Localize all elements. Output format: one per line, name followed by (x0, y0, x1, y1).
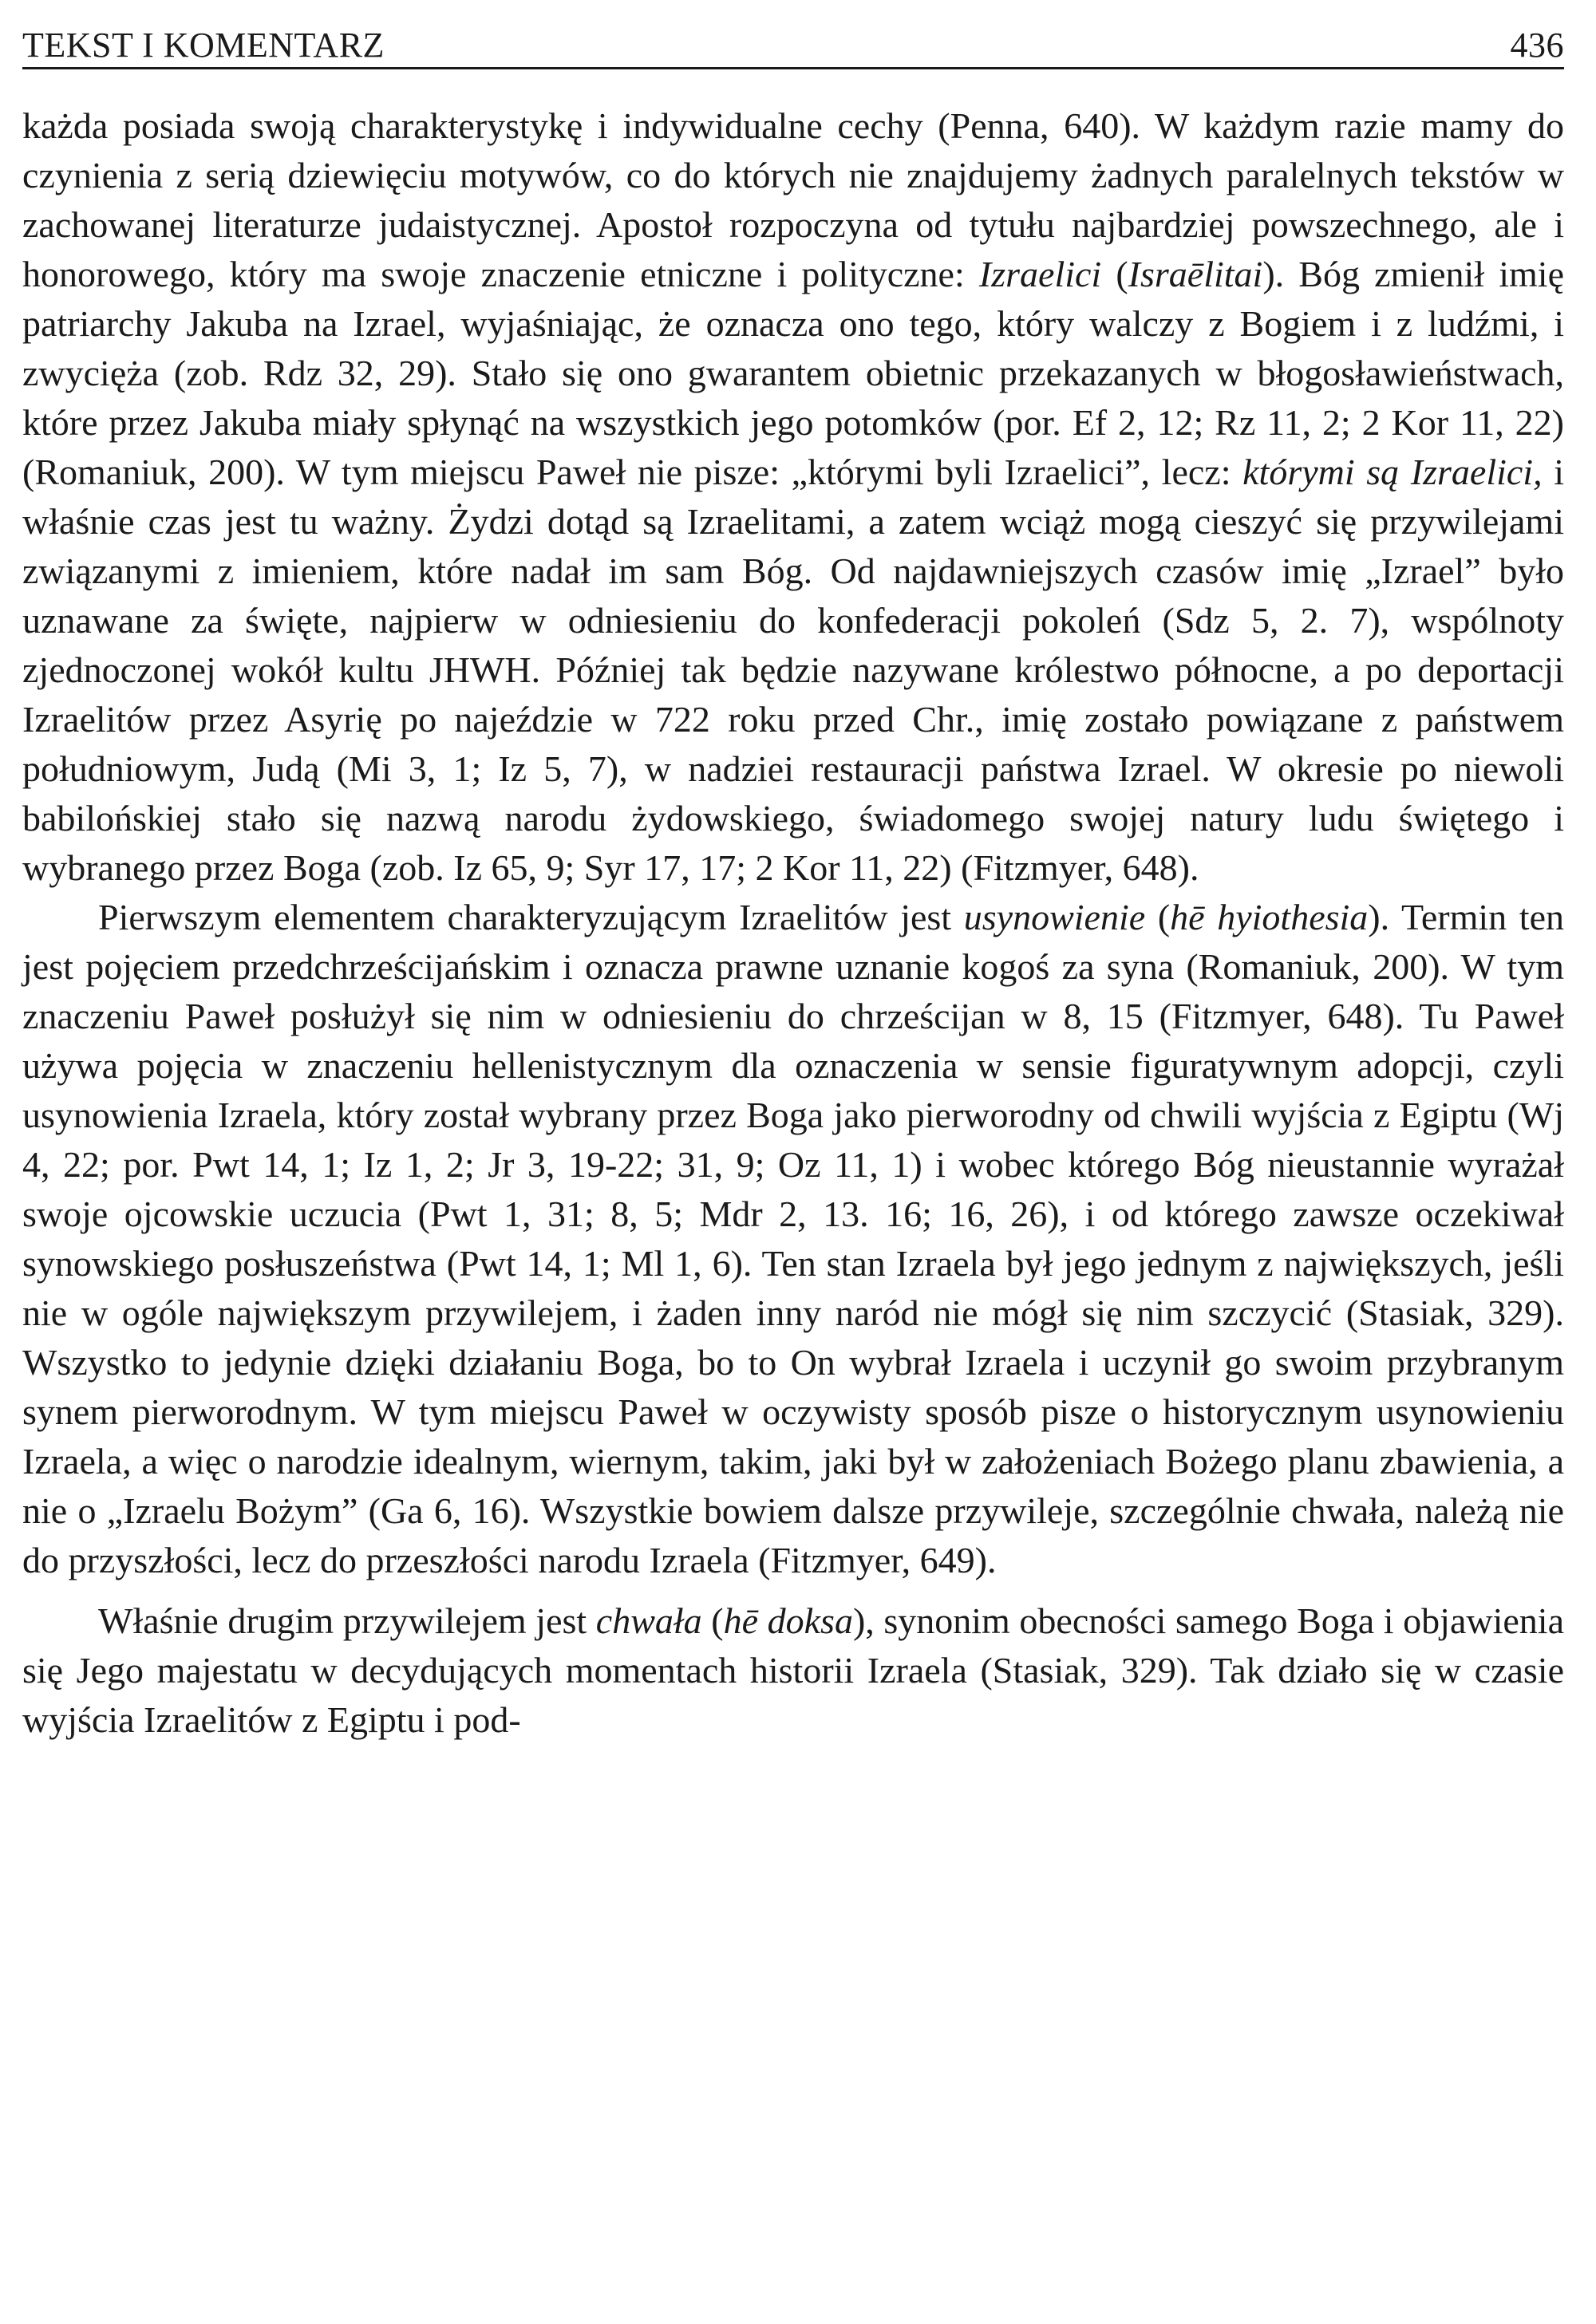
italic-term: Israēlitai (1128, 254, 1263, 294)
text-run: Pierwszym elementem charakteryzującym Izraelitów jest (98, 897, 964, 937)
italic-term: Izraelici (978, 254, 1102, 294)
text-run: Właśnie drugim przywilejem jest (98, 1600, 596, 1641)
paragraph-3 (22, 1596, 1564, 1745)
italic-term: usynowienie (963, 897, 1146, 937)
paragraph-1 (22, 101, 1564, 893)
text-run: ( (1145, 897, 1171, 937)
text-run: ( (701, 1600, 724, 1641)
body-text (22, 101, 1564, 1745)
italic-term: którymi są Izraelici, (1242, 452, 1543, 492)
text-run: ), synonim obecności samego Boga i objawienia się Jego majestatu w decydujących momentach historii Izraela (Stasiak, 329). Tak działo się w czasie wyjścia Izraelitów z Egiptu i pod- (22, 1600, 1564, 1740)
italic-term: hē hyiothesia (1170, 897, 1369, 937)
italic-term: hē doksa (723, 1600, 853, 1641)
running-title: TEKST I KOMENTARZ (22, 26, 385, 65)
page-number: 436 (1510, 26, 1564, 65)
italic-term: chwała (595, 1600, 702, 1641)
text-run: i właśnie czas jest tu ważny. Żydzi dotąd są Izraelitami, a zatem wciąż mogą cieszyć się przywilejami związanymi z imieniem, które nadał im sam Bóg. Od najdawniejszych czasów imię „Izrael” było uznawane za święte, najpierw w odniesieniu do konfederacji pokoleń (Sdz 5, 2. 7), wspólnoty zjednoczonej wokół kultu JHWH. Później tak będzie nazywane królestwo północne, a po deportacji Izraelitów przez Asyrię po najeździe w 722 roku przed Chr., imię zostało powiązane z państwem południowym, Judą (Mi 3, 1; Iz 5, 7), w nadziei restauracji państwa Izrael. W okresie po niewoli babilońskiej stało się nazwą narodu żydowskiego, świadomego swojej natury ludu świętego i wybranego przez Boga (zob. Iz 65, 9; Syr 17, 17; 2 Kor 11, 22) (Fitzmyer, 648). (22, 452, 1565, 888)
running-header (22, 24, 1564, 69)
text-run: ( (1101, 254, 1128, 294)
paragraph-2 (22, 893, 1564, 1585)
text-run: ). Bóg zmienił imię patriarchy Jakuba na Izrael, wyjaśniając, że oznacza ono tego, który walczy z Bogiem i z ludźmi, i zwycięża (zob. Rdz 32, 29). Stało się ono gwarantem obietnic przekazanych w błogosławieństwach, które przez Jakuba miały spłynąć na wszystkich jego potomków (por. Ef 2, 12; Rz 11, 2; 2 Kor 11, 22) (Romaniuk, 200). W tym miejscu Paweł nie pisze: „którymi byli Izraelici”, lecz: (22, 254, 1564, 492)
text-run: ). Termin ten jest pojęciem przedchrześcijańskim i oznacza prawne uznanie kogoś za syna (Romaniuk, 200). W tym znaczeniu Paweł posłużył się nim w odniesieniu do chrześcijan w 8, 15 (Fitzmyer, 648). Tu Paweł używa pojęcia w znaczeniu hellenistycznym dla oznaczenia w sensie figuratywnym adopcji, czyli usynowienia Izraela, który został wybrany przez Boga jako pierworodny od chwili wyjścia z Egiptu (Wj 4, 22; por. Pwt 14, 1; Iz 1, 2; Jr 3, 19-22; 31, 9; Oz 11, 1) i wobec którego Bóg nieustannie wyrażał swoje ojcowskie uczucia (Pwt 1, 31; 8, 5; Mdr 2, 13. 16; 16, 26), i od którego zawsze oczekiwał synowskiego posłuszeństwa (Pwt 14, 1; Ml 1, 6). Ten stan Izraela był jego jednym z największych, jeśli nie w ogóle największym przywilejem, i żaden inny naród nie mógł się nim szczycić (Stasiak, 329). Wszystko to jedynie dzięki działaniu Boga, bo to On wybrał Izraela i uczynił go swoim przybranym synem pierworodnym. W tym miejscu Paweł w oczywisty sposób pisze o historycznym usynowieniu Izraela, a więc o narodzie idealnym, wiernym, takim, jaki był w założeniach Bożego planu zbawienia, a nie o „Izraelu Bożym” (Ga 6, 16). Wszystkie bowiem dalsze przywileje, szczególnie chwała, należą nie do przyszłości, lecz do przeszłości narodu Izraela (Fitzmyer, 649). (22, 897, 1564, 1580)
text-run: każda posiada swoją charakterystykę i indywidualne cechy (Penna, 640). W każdym razie mamy do czynienia z serią dziewięciu motywów, co do których nie znajdujemy żadnych paralelnych tekstów w zachowanej literaturze judaistycznej. Apostoł rozpoczyna od tytułu najbardziej powszechnego, ale i honorowego, który ma swoje znaczenie etniczne i polityczne: (22, 105, 1564, 294)
